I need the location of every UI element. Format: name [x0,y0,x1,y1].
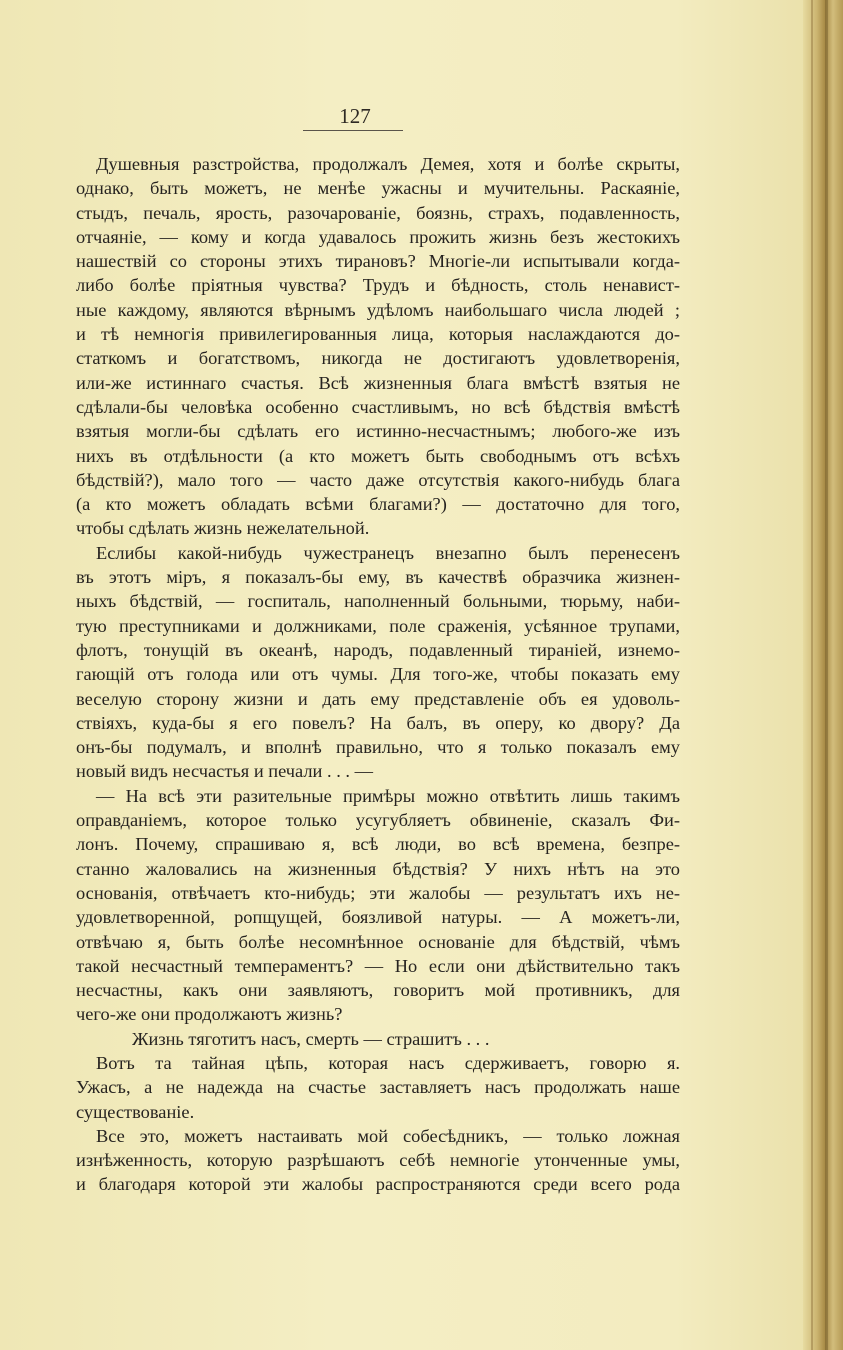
text-line: бѣдствій?), мало того — часто даже отсутствія какого-нибудь блага [76,469,680,490]
text-line: станно жаловались на жизненныя бѣдствія? У нихъ нѣтъ на это [76,858,680,879]
text-line: Все это, можетъ настаивать мой собесѣдникъ, — только ложная [96,1125,680,1146]
text-line: — На всѣ эти разительные примѣры можно отвѣтить лишь такимъ [96,785,680,806]
text-line: чтобы сдѣлать жизнь нежелательной. [76,518,370,539]
text-line: оправданіемъ, которое только усугубляетъ обвиненіе, сказалъ Фи- [76,810,680,831]
text-line: тую преступниками и должниками, поле сраженія, усѣянное трупами, [76,615,680,636]
text-line: сдѣлали-бы человѣка особенно счастливымъ, но всѣ бѣдствія вмѣстѣ [76,396,680,417]
text-line: либо болѣе пріятныя чувства? Трудъ и бѣдность, столь ненавист- [76,275,680,296]
text-line: Еслибы какой-нибудь чужестранецъ внезапно былъ перенесенъ [96,542,680,563]
text-line: гающій отъ голода или отъ чумы. Для того-же, чтобы показать ему [76,664,680,685]
header-rule [303,130,403,131]
text-line: и благодаря которой эти жалобы распространяются среди всего рода [76,1174,680,1195]
text-line: такой несчастный темпераментъ? — Но если они дѣйствительно такъ [76,955,680,976]
text-line: несчастны, какъ они заявляютъ, говоритъ мой противникъ, для [76,980,680,1001]
text-line: (а кто можетъ обладать всѣми благами?) — достаточно для того, [76,494,680,515]
text-line: взятыя могли-бы сдѣлать его истинно-несчастнымъ; любого-же изъ [76,421,680,442]
body-text [76,152,680,1197]
text-line: Душевныя разстройства, продолжалъ Демея, хотя и болѣе скрыты, [96,154,680,174]
text-line: Ужасъ, а не надежда на счастье заставляетъ насъ продолжать наше [76,1077,680,1098]
text-line: лонъ. Почему, спрашиваю я, всѣ люди, во всѣ времена, безпре- [76,834,680,855]
text-line: изнѣженность, которую разрѣшаютъ себѣ немногіе утонченные умы, [76,1150,680,1171]
text-line: отвѣчаю я, быть болѣе несомнѣнное основаніе для бѣдствій, чѣмъ [76,931,680,952]
page-edge-binding [803,0,843,1350]
text-line: нихъ въ отдѣльности (а кто можетъ быть свободнымъ отъ всѣхъ [76,445,680,466]
text-line: въ этотъ міръ, я показалъ-бы ему, въ качествѣ образчика жизнен- [76,567,680,588]
text-line: однако, быть можетъ, не менѣе ужасны и мучительны. Раскаяніе, [76,178,680,199]
text-line: или-же истиннаго счастья. Всѣ жизненныя блага вмѣстѣ взятыя не [76,372,680,393]
verse-line: Жизнь тяготитъ насъ, смерть — страшитъ . . . [132,1028,490,1049]
text-line: нашествій со стороны этихъ тирановъ? Многіе-ли испытывали когда- [76,251,680,272]
text-line: основанія, отвѣчаетъ кто-нибудь; эти жалобы — результатъ ихъ не- [76,882,680,903]
text-line: чего-же они продолжаютъ жизнь? [76,1004,343,1025]
text-line: ные каждому, являются вѣрнымъ удѣломъ наибольшаго числа людей ; [76,299,680,320]
text-line: Вотъ та тайная цѣпь, которая насъ сдерживаетъ, говорю я. [96,1052,680,1073]
text-line: статкомъ и богатствомъ, никогда не достигаютъ удовлетворенія, [76,348,680,369]
text-line: флотъ, тонущій въ океанѣ, народъ, подавленный тираніей, изнемо- [76,639,680,660]
text-line: существованіе. [76,1101,195,1122]
text-line: ныхъ бѣдствій, — госпиталь, наполненный больными, тюрьму, наби- [76,591,680,612]
text-line: отчаяніе, — кому и когда удавалось прожить жизнь безъ жестокихъ [76,226,680,247]
page-number: 127 [339,104,371,128]
text-line: удовлетворенной, ропщущей, боязливой натуры. — А можетъ-ли, [76,907,680,928]
text-line: и тѣ немногія привилегированныя лица, которыя наслаждаются до- [76,324,680,345]
text-line: веселую сторону жизни и дать ему представленіе объ ея удоволь- [76,688,680,709]
text-line: онъ-бы подумалъ, и вполнѣ правильно, что я только показалъ ему [76,737,680,758]
text-line: ствіяхъ, куда-бы я его повелъ? На балъ, въ оперу, ко двору? Да [76,712,680,733]
text-line: новый видъ несчастья и печали . . . — [76,761,373,782]
text-line: стыдъ, печаль, ярость, разочарованіе, боязнь, страхъ, подавленность, [76,202,680,223]
